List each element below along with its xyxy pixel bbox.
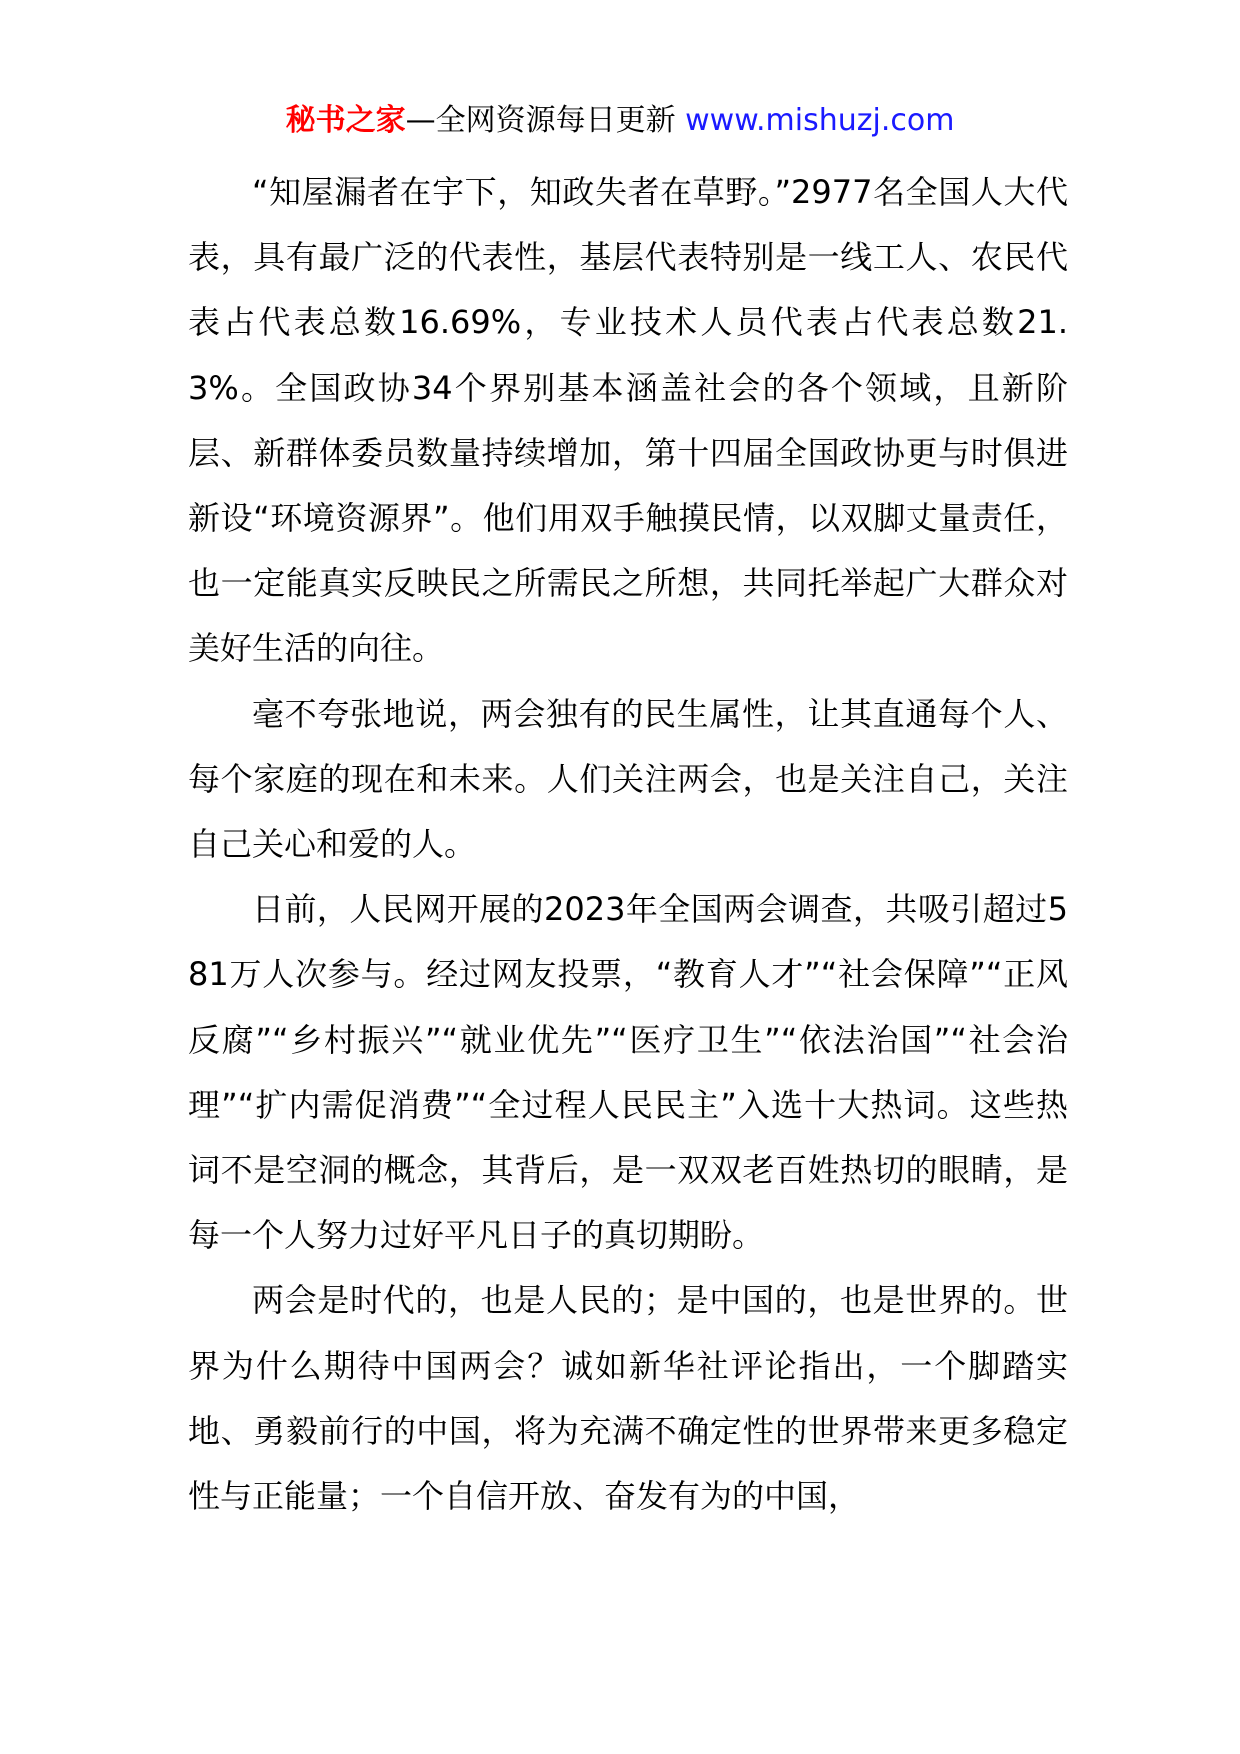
article-paragraph: 日前，人民网开展的2023年全国两会调查，共吸引超过581万人次参与。经过网友投票，“教育人才”“社会保障”“正风反腐”“乡村振兴”“就业优先”“医疗卫生”“依法治国”“社会治理”“扩内需促消费”“全过程人民民主”入选十大热词。这些热词不是空洞的概念，其背后，是一双双老百姓热切的眼睛，是每一个人努力过好平凡日子的真切期盼。 [188, 890, 1068, 1255]
article-paragraph: 毫不夸张地说，两会独有的民生属性，让其直通每个人、每个家庭的现在和未来。人们关注两会，也是关注自己，关注自己关心和爱的人。 [188, 694, 1068, 864]
brand-name: 秘书之家 [285, 103, 406, 138]
article-paragraph: 两会是时代的，也是人民的；是中国的，也是世界的。世界为什么期待中国两会？诚如新华社评论指出，一个脚踏实地、勇毅前行的中国，将为充满不确定性的世界带来更多稳定性与正能量；一个自信开放、奋发有为的中国， [188, 1281, 1068, 1516]
site-url-link[interactable]: www.mishuzj.com [685, 103, 955, 138]
site-header [0, 101, 1240, 141]
article-paragraph: “知屋漏者在宇下，知政失者在草野。”2977名全国人大代表，具有最广泛的代表性，基层代表特别是一线工人、农民代表占代表总数16.69%，专业技术人员代表占代表总数21.3%。全国政协34个界别基本涵盖社会的各个领域，且新阶层、新群体委员数量持续增加，第十四届全国政协更与时俱进新设“环境资源界”。他们用双手触摸民情，以双脚丈量责任，也一定能真实反映民之所需民之所想，共同托举起广大群众对美好生活的向往。 [188, 173, 1068, 668]
article-body [188, 160, 1068, 1529]
site-slogan: —全网资源每日更新 [405, 103, 686, 138]
